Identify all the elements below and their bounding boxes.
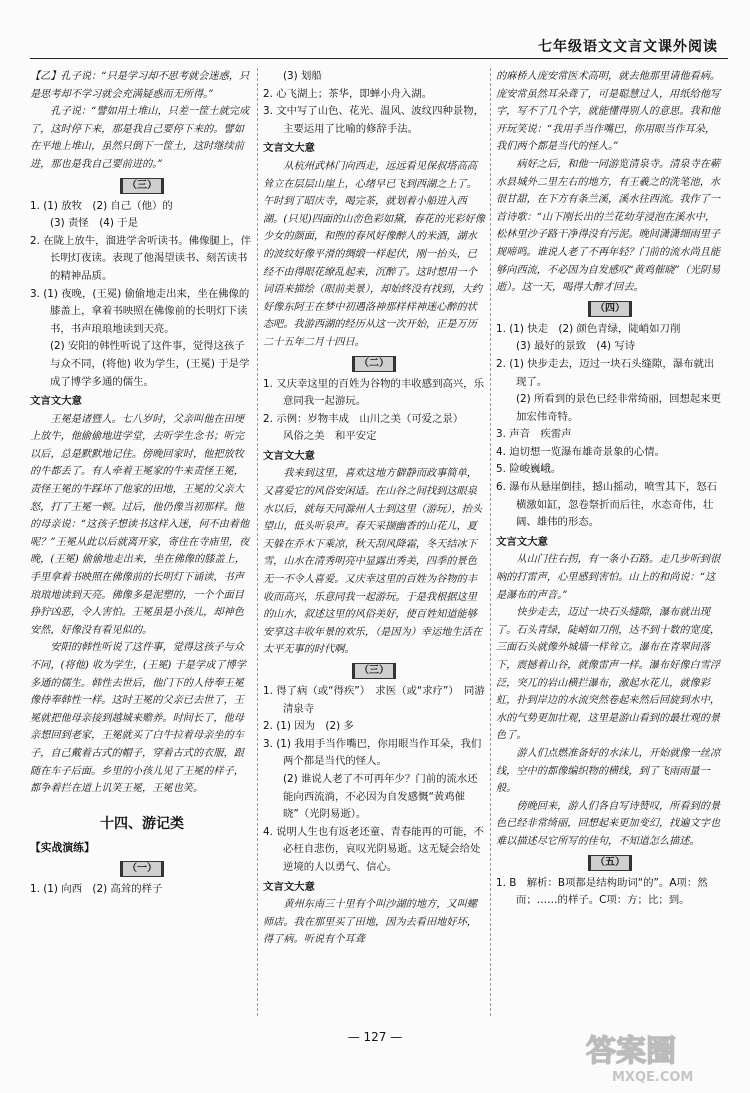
translation-paragraph: 从山门往右拐，有一条小石路。走几步听到很响的打雷声，心里感到害怕。山上的和尚说：“这是瀑布的声音。” [496, 554, 721, 601]
section-badge: （二） [352, 356, 396, 372]
section-badge: （五） [588, 855, 632, 871]
translation-paragraph: 安阳的韩性听说了这件事，觉得这孩子与众不同，(将他) 收为学生，(王冕) 于是学成了博学多通的儒生。韩性去世后，他门下的人侍奉王冕像侍奉韩性一样。这时王冕的父亲已去世了，王冕就把他母亲接到越城来赡养。时间长了，他母亲想回到老家，王冕就买了白牛拉着母亲坐的车子，自己戴着古式的帽子，穿着古式的衣服，跟随在车子后面。乡里的小孩儿见了王冕的样子，都争着拦在道上讥笑王冕，王冕也笑。 [30, 642, 246, 795]
answer-line: 3. 文中写了山色、花光、温风、波纹四种景物，主要运用了比喻的修辞手法。 [263, 105, 485, 135]
watermark-text: 答案圈 [586, 1034, 676, 1069]
answer-line: 2. (1) 快步走去，迈过一块石头缝隙，瀑布就出现了。 [496, 357, 715, 388]
header-title: 七年级语文文言文课外阅读 [538, 39, 718, 55]
practice-heading: 【实战演练】 [30, 841, 95, 855]
answer-line: 3. (1) 我用手当作嘴巴，你用眼当作耳朵，我们两个都是当代的怪人。 [263, 737, 482, 768]
translation-paragraph: 快步走去，迈过一块石头缝隙，瀑布就出现了。石头青绿，陡峭如刀削，达不到十数的宽度，三面石头就像外城墙一样耸立。瀑布在青翠间落下，震撼着山谷，就像雷声一样。瀑布好像白雪浮泛，突兀的岩山横拦瀑布，激起水花儿，就像彩虹，扑到岸边的水流突然卷起来然后回旋到水中，水的气势更加壮观，这里是游山看到的最壮观的景色了。 [496, 607, 721, 742]
answer-line: 2. 在陇上放牛，溜进学舍听读书。佛像腿上，伴长明灯夜读。表现了他渴望读书、刻苦读书的精神品质。 [30, 234, 252, 282]
watermark-graphic [582, 1025, 732, 1085]
answer-line: (2) 谁说人老了不可再年少？门前的流水还能向西流淌，不必因为自发感慨“黄鸡催晓”（光阴易逝）。 [283, 772, 478, 821]
translation-paragraph: 从杭州武林门向西走，远远看见保叔塔高高耸立在层层山崖上，心绪早已飞到西湖之上了。午时到了昭庆寺，喝完茶，就划着小船进入西湖。(只见)四面的山峦色彩如黛，春花的光彩好像少女的颜面，和煦的春风好像醉人的米酒，湖水的波纹好像平滑的绸缎一样起伏，刚一抬头，已经不由得眼花缭乱起来，沉醉了。这时想用一个词语来描绘（眼前美景），却始终没有找到，大约好像东阿王在梦中初遇洛神那样样神迷心醉的状态吧。我游西湖的经历从这一次开始，正是万历二十五年二月十四日。 [263, 160, 485, 348]
answer-line: 风俗之美 和平安定 [283, 430, 377, 443]
answer-line: 2. 心飞湖上；茶华，即蝉小舟入湖。 [263, 87, 433, 100]
answer-line: 4. 迫切想一览瀑布雄奇景象的心情。 [496, 445, 666, 458]
answer-line: 3. (1) 夜晚，(王冕) 偷偷地走出来，坐在佛像的膝盖上，拿着书映照在佛像前的长明灯下读书，书声琅琅地读到天亮。 [30, 287, 250, 335]
page-header [0, 0, 750, 62]
answer-line: 1. (1) 放牧 (2) 自己（他）的 [30, 199, 173, 212]
translation-paragraph: 的麻桥人庞安常医术高明，就去他那里请他看病。庞安常虽然耳朵聋了，可是聪慧过人，用纸给他写字，写不了几个字，就能懂得别人的意思。我和他开玩笑说：“我用手当作嘴巴，你用眼当作耳朵，我们两个都是当代的怪人。” [496, 71, 721, 153]
translation-paragraph: 孔子说：“譬如用土堆山，只差一筐土就完成了，这时停下来，那是我自己要停下来的。譬如在平地上堆山，虽然只倒下一筐土，这时继续前进，那也是我自己要前进的。” [30, 106, 250, 170]
answer-line: 2. (1) 因为 (2) 多 [263, 720, 354, 733]
answer-line: (3) 责怪 (4) 于是 [50, 217, 138, 230]
answer-line: 1. 又庆幸这里的百姓为谷物的丰收感到高兴，乐意同我一起游玩。 [263, 377, 485, 408]
answer-line: 1. (1) 向西 (2) 高耸的样子 [30, 882, 163, 895]
column-3 [496, 68, 724, 910]
page-number: — 127 — [347, 1030, 403, 1044]
answer-line: 6. 瀑布从悬崖倒挂，撼山摇动，喷雪其下，怒石横激如缸，忽卷祭折而后往，水态奇伟，壮阔、雄伟的形态。 [496, 481, 718, 529]
answer-line: 1. 得了病（或“得疾”） 求医（或“求疗”） 同游清泉寺 [263, 685, 485, 715]
answer-line: 4. 说明人生也有返老还童、青春能再的可能，不必枉自悲伤，哀叹光阴易逝。这无疑会给处逆境的人以勇气、信心。 [263, 825, 485, 873]
translation-paragraph: 黄州东南三十里有个叫沙湖的地方，又叫螺师店。我在那里买了田地，因为去看田地好坏，得了病。听说有个耳聋 [263, 899, 477, 946]
column-1 [30, 68, 254, 899]
section-title: 十四、游记类 [100, 815, 184, 832]
wenyan-title: 文言文大意 [263, 880, 315, 893]
wenyan-title: 文言文大意 [263, 142, 315, 155]
column-divider [257, 68, 258, 1016]
answer-line: 1. (1) 快走 (2) 颜色青绿，陡峭如刀削 [496, 322, 681, 335]
answer-line: (2) 所看到的景色已经非常绮丽，回想起来更加宏伟奇特。 [516, 393, 722, 423]
translation-paragraph: 病好之后，和他一同游览清泉寺。清泉寺在蕲水县城外二里左右的地方，有王羲之的洗笔池，水很甘甜，在下方有条兰溪，溪水往西流。我作了一首诗歌：“山下刚长出的兰花幼芽浸泡在溪水中，松林里沙子路干净得没有污泥。晚间潇潇细雨里子规啼鸣。谁说人老了不再年轻？门前的流水尚且能够向西流，不必因为自发感叹“黄鸡催晓”（光阴易逝）。这一天，喝得大醉才回去。 [496, 158, 721, 294]
section-badge: （三） [120, 178, 164, 194]
answer-line: (2) 安阳的韩性听说了这件事，觉得这孩子与众不同，(将他) 收为学生，(王冕) 于是学成了博学多通的儒生。 [50, 340, 250, 388]
watermark-logo [582, 1025, 732, 1085]
section-badge: （四） [588, 301, 632, 317]
watermark-sub: MXQE.COM [612, 1070, 694, 1085]
column-2 [263, 68, 485, 949]
answer-line: (3) 最好的景致 (4) 写诗 [516, 340, 636, 353]
translation-paragraph: 我来到这里，喜欢这地方僻静而政事简单，又喜爱它的风俗安闲适。在山谷之间找到这眼泉水以后，就每天同滁州人士到这里（游玩），抬头望山，低头听泉声。春天采撷幽香的山花儿，夏天躲在乔木下乘凉，秋天刮风降霜，冬天结冰下雪，山水在清秀明亮中显露出秀美，四季的景色无一不令人喜爱。又庆幸这里的百姓为谷物的丰收而高兴，乐意同我一起游玩。于是我根据这里的山水，叙述这里的风俗美好，使百姓知道能够安享这丰收年景的欢乐，（是因为）幸运地生活在太平无事的时代啊。 [263, 468, 483, 656]
translation-paragraph: 【乙】孔子说：“只是学习却不思考就会迷惑，只是思考却不学习就会充满疑惑而无所得。” [30, 71, 250, 100]
header-rule [30, 58, 728, 59]
wenyan-title: 文言文大意 [263, 449, 315, 462]
column-divider [490, 68, 491, 1016]
answer-line: (3) 划船 [283, 70, 322, 82]
wenyan-title: 文言文大意 [496, 535, 548, 548]
translation-paragraph: 傍晚回来，游人们各自写诗赞叹，所看到的景色已经非常绮丽，回想起来更加变幻，找遍文字也难以描述尽它所写的佳句，不知道怎么描述。 [496, 800, 721, 847]
translation-paragraph: 王冕是诸暨人。七八岁时，父亲叫他在田埂上放牛，他偷偷地进学堂，去听学生念书；听完以后，总是默默地记住。傍晚回家时，他把放牧的牛都丢了。有人牵着王冕家的牛来责怪王冕，责怪王冕的牛踩坏了他家的田地，王冕的父亲大怒，打了王冕一顿。过后，他仍像当初那样。他的母亲说：“这孩子想读书这样入迷，何不由着他呢？”王冕从此以后就离开家，寄住在寺庙里，夜晚，(王冕) 偷偷地走出来，坐在佛像的膝盖上，手里拿着书映照在佛像前的长明灯下诵读，书声琅琅地读到天亮。佛像多是泥塑的，一个个面目狰狞凶恶，令人害怕。王冕虽是小孩儿，却神色安然，好像没有看见似的。 [30, 413, 250, 636]
answer-line: 3. 声音 疾雷声 [496, 428, 572, 441]
answer-line: 1. B 解析：B项都是结构助词“的”。A项：然而；……的样子。C项：方；比；到。 [496, 876, 708, 907]
translation-paragraph: 游人们点燃准备好的水沫儿，开始就像一丝凉线，空中的都像编织物的横线，到了飞雨雨量一般。 [496, 747, 721, 795]
section-badge: （一） [120, 861, 164, 877]
answer-line: 2. 示例：岁物丰成 山川之美（可爱之景） [263, 412, 464, 425]
answer-line: 5. 险峻巍峨。 [496, 463, 562, 476]
wenyan-title: 文言文大意 [30, 395, 82, 408]
section-badge: （三） [352, 663, 396, 679]
